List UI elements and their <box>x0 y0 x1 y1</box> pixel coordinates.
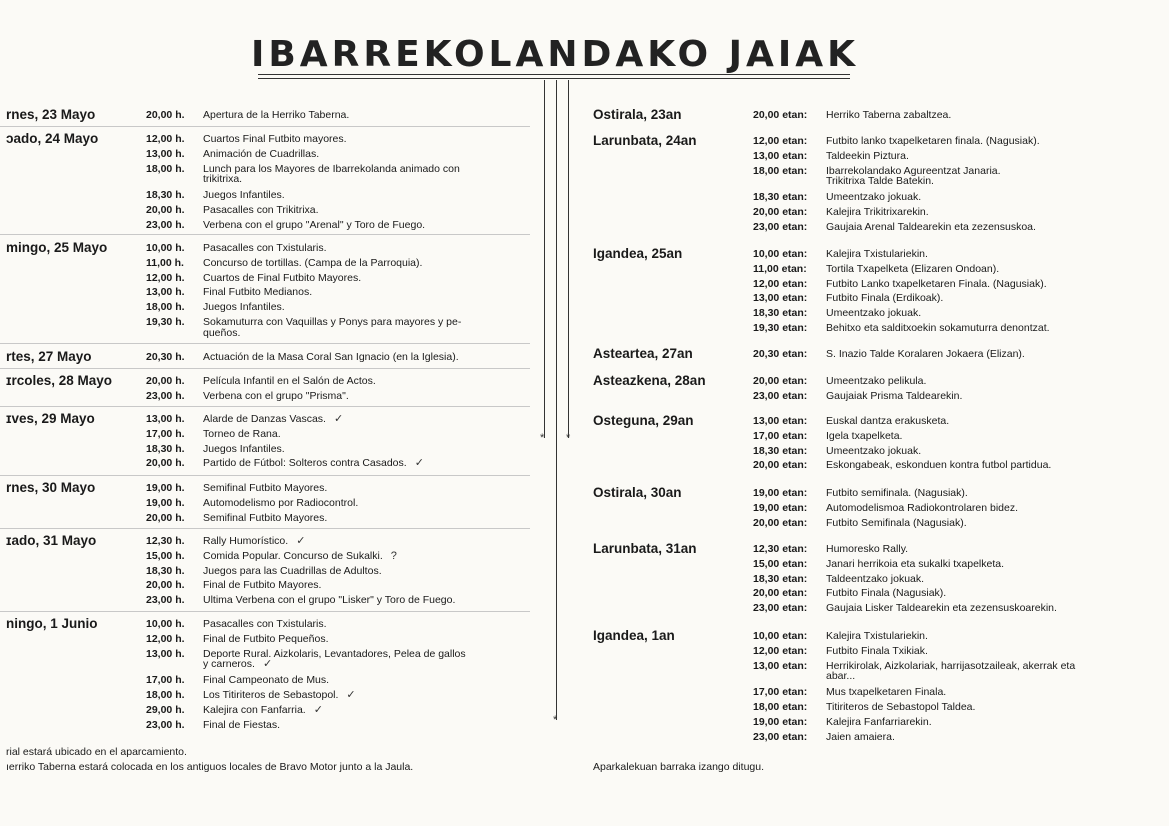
event-text: Behitxo eta salditxoekin sokamuturra denontzat. <box>826 322 1050 334</box>
event-time: 20,00 h. <box>146 579 185 592</box>
event-description <box>826 322 1050 335</box>
event-text: Herrikirolak, Aizkolariak, harrijasotzaileak, akerrak eta <box>826 659 1076 672</box>
event-description <box>203 428 281 441</box>
event-time: 12,00 etan: <box>753 277 808 290</box>
event-description <box>826 502 1018 515</box>
handwritten-mark: ✓ <box>262 658 273 671</box>
event-text: Deporte Rural. Aizkolaris, Levantadores, Pelea de gallos <box>203 647 466 660</box>
event-description <box>826 109 951 122</box>
event-description-continued <box>203 658 272 671</box>
handwritten-mark: ✓ <box>346 689 356 701</box>
event-text: Futbito Finala Txikiak. <box>826 644 928 657</box>
event-time: 15,00 h. <box>146 549 185 562</box>
event-description <box>203 719 280 732</box>
event-time: 18,00 h. <box>146 162 185 175</box>
event-time: 11,00 etan: <box>753 262 807 275</box>
handwritten-mark: ✓ <box>296 535 306 547</box>
event-time: 19,30 etan: <box>753 322 808 334</box>
event-time: 13,00 h. <box>146 286 185 299</box>
event-text: Verbena con el grupo "Prisma". <box>203 389 349 402</box>
column-divider-3 <box>568 80 569 438</box>
event-time: 12,00 h. <box>146 271 185 284</box>
event-description <box>826 660 1075 673</box>
event-text: Euskal dantza erakusketa. <box>826 415 950 427</box>
event-time: 20,00 h. <box>146 375 185 387</box>
event-time: 13,00 h. <box>146 147 185 160</box>
event-text: Jaien amaiera. <box>826 730 895 743</box>
event-time: 20,00 etan: <box>753 109 808 121</box>
event-text: Gaujaia Arenal Taldearekin eta zezensuskoa. <box>826 220 1036 233</box>
event-description <box>826 135 1040 148</box>
event-description <box>203 390 349 403</box>
handwritten-mark: ✓ <box>333 413 344 425</box>
event-description <box>826 248 928 261</box>
event-text: Semifinal Futbito Mayores. <box>203 511 328 524</box>
event-description <box>203 351 459 364</box>
event-text: Trikitrixa Talde Batekin. <box>826 175 934 188</box>
event-description <box>203 272 361 285</box>
event-description <box>203 482 327 495</box>
event-description <box>203 286 312 299</box>
event-time: 10,00 h. <box>146 618 185 630</box>
day-heading: rnes, 30 Mayo <box>6 480 96 495</box>
event-text: Futbito lanko txapelketaren finala. (Nagusiak). <box>826 135 1040 147</box>
event-time: 20,00 etan: <box>753 459 808 472</box>
event-text: Lunch para los Mayores de Ibarrekolanda animado con <box>203 162 460 175</box>
page-title: IBARREKOLANDAKO JAIAK <box>250 34 860 75</box>
event-description <box>826 517 967 530</box>
day-separator <box>0 368 530 369</box>
event-time: 20,00 h. <box>146 204 185 216</box>
event-description <box>203 257 422 270</box>
day-heading: rnes, 23 Mayo <box>6 107 96 122</box>
event-description <box>203 674 329 687</box>
event-time: 12,30 etan: <box>753 543 808 555</box>
event-time: 18,30 etan: <box>753 572 808 585</box>
event-text: Kalejira con Fanfarria. <box>203 703 306 716</box>
event-description <box>826 206 929 219</box>
event-description <box>203 689 356 702</box>
event-time: 18,30 h. <box>146 442 185 455</box>
event-time: 23,00 h. <box>146 594 185 607</box>
footer-note: ıerriko Taberna estará colocada en los antiguos locales de Bravo Motor junto a la Jaula. <box>6 761 414 773</box>
event-text: Automodelismoa Radiokontrolaren bidez. <box>826 501 1019 514</box>
event-description <box>826 307 921 320</box>
day-heading: ɪrcoles, 28 Mayo <box>6 373 113 388</box>
event-text: Eskongabeak, eskonduen kontra futbol partidua. <box>826 459 1052 472</box>
event-text: Futbito Lanko txapelketaren Finala. (Nagusiak). <box>826 277 1047 290</box>
event-description <box>826 292 943 305</box>
event-description <box>826 150 909 163</box>
handwritten-mark: ? <box>390 549 397 562</box>
event-description <box>203 565 382 578</box>
event-text: Juegos Infantiles. <box>203 189 285 202</box>
event-time: 20,30 h. <box>146 351 185 363</box>
event-text: Kalejira Fanfarriarekin. <box>826 715 932 728</box>
event-time: 20,00 etan: <box>753 587 808 600</box>
day-heading: rtes, 27 Mayo <box>6 349 92 364</box>
event-time: 20,00 h. <box>146 457 185 470</box>
event-description <box>203 633 329 646</box>
event-text: Herriko Taberna zabaltzea. <box>826 109 952 121</box>
event-description <box>826 716 932 729</box>
event-description <box>203 497 358 510</box>
event-text: Rally Humorístico. <box>203 535 289 547</box>
event-description <box>203 375 376 388</box>
event-time: 19,00 etan: <box>753 715 808 728</box>
event-time: 12,00 etan: <box>753 135 808 147</box>
event-text: Final Futbito Medianos. <box>203 286 313 299</box>
column-divider-1 <box>544 80 545 438</box>
event-text: Igela txapelketa. <box>826 429 903 442</box>
day-heading: ɔado, 24 Mayo <box>6 131 99 146</box>
day-heading: Larunbata, 24an <box>593 133 697 148</box>
event-time: 23,00 h. <box>146 218 185 231</box>
event-text: Apertura de la Herriko Taberna. <box>203 109 350 121</box>
event-text: Automodelismo por Radiocontrol. <box>203 496 359 509</box>
event-text: Cuartos Final Futbito mayores. <box>203 133 347 145</box>
event-time: 13,00 h. <box>146 647 185 660</box>
event-text: Ultima Verbena con el grupo "Lisker" y Toro de Fuego. <box>203 594 456 607</box>
day-heading: Osteguna, 29an <box>593 413 694 428</box>
event-description <box>826 731 895 744</box>
event-description <box>826 487 968 500</box>
event-text: Humoresko Rally. <box>826 543 909 555</box>
event-text: y carneros. <box>203 658 255 671</box>
day-heading: ɪado, 31 Mayo <box>6 533 97 548</box>
event-text: Futbito Finala (Erdikoak). <box>826 292 944 305</box>
divider-star: * <box>566 432 571 444</box>
event-text: Animación de Cuadrillas. <box>203 147 320 160</box>
event-description <box>826 573 924 586</box>
event-time: 23,00 etan: <box>753 220 808 233</box>
event-text: trikitrixa. <box>203 173 243 186</box>
event-description <box>826 701 975 714</box>
event-description <box>826 278 1047 291</box>
event-time: 13,00 h. <box>146 413 185 425</box>
event-time: 23,00 etan: <box>753 730 808 743</box>
event-description <box>203 550 397 563</box>
event-description <box>203 242 327 255</box>
event-text: Sokamuturra con Vaquillas y Ponys para mayores y pe- <box>203 316 462 328</box>
event-text: Umeentzako pelikula. <box>826 375 927 387</box>
event-text: Pasacalles con Txistularis. <box>203 618 327 630</box>
event-time: 15,00 etan: <box>753 557 808 570</box>
event-text: Pasacalles con Trikitrixa. <box>203 204 319 216</box>
event-description <box>826 348 1025 361</box>
event-description <box>203 316 461 329</box>
event-time: 19,00 etan: <box>753 501 808 514</box>
event-time: 17,00 h. <box>146 674 185 687</box>
event-text: Comida Popular. Concurso de Sukalki. <box>203 549 383 562</box>
day-separator <box>0 611 530 612</box>
event-time: 10,00 h. <box>146 242 185 254</box>
event-description <box>203 512 327 525</box>
event-text: Gaujaiak Prisma Taldearekin. <box>826 389 963 402</box>
day-heading: Igandea, 1an <box>593 628 675 643</box>
event-text: Tortila Txapelketa (Elizaren Ondoan). <box>826 262 1000 275</box>
event-time: 23,00 h. <box>146 389 185 402</box>
event-text: Titiriteros de Sebastopol Taldea. <box>826 701 976 713</box>
day-heading: ningo, 1 Junio <box>6 616 98 631</box>
event-description <box>203 133 347 146</box>
event-description <box>203 148 319 161</box>
event-description <box>203 219 425 232</box>
event-description <box>826 263 999 276</box>
event-time: 18,00 etan: <box>753 701 808 713</box>
event-description <box>826 430 902 443</box>
event-text: queños. <box>203 326 241 339</box>
day-separator <box>0 406 530 407</box>
event-time: 11,00 h. <box>146 256 184 269</box>
event-time: 12,00 h. <box>146 632 185 645</box>
event-text: Kalejira Trikitrixarekin. <box>826 206 929 218</box>
footer-note: Aparkalekuan barraka izango ditugu. <box>593 761 765 773</box>
event-time: 20,00 etan: <box>753 516 808 529</box>
event-description <box>203 457 424 470</box>
event-description <box>203 301 285 314</box>
divider-star: * <box>553 714 558 726</box>
day-heading: Larunbata, 31an <box>593 541 697 556</box>
event-description <box>203 594 455 607</box>
event-text: Película Infantil en el Salón de Actos. <box>203 375 376 387</box>
event-time: 18,00 h. <box>146 689 185 701</box>
event-description <box>203 579 321 592</box>
event-time: 23,00 etan: <box>753 389 808 402</box>
event-time: 23,00 etan: <box>753 602 808 615</box>
event-description-continued <box>826 670 855 683</box>
event-description <box>826 630 928 643</box>
event-time: 10,00 etan: <box>753 630 808 642</box>
event-time: 20,00 etan: <box>753 206 808 218</box>
event-time: 18,30 h. <box>146 189 185 202</box>
event-description <box>826 558 1004 571</box>
event-description <box>826 686 946 699</box>
event-time: 17,00 etan: <box>753 686 808 699</box>
event-description <box>203 413 343 426</box>
day-separator <box>0 343 530 344</box>
event-description <box>203 204 319 217</box>
event-text: Los Titiriteros de Sebastopol. <box>203 689 339 701</box>
event-description <box>826 445 921 458</box>
event-text: Futbito Semifinala (Nagusiak). <box>826 516 967 529</box>
event-description-continued <box>203 173 242 186</box>
event-description <box>826 375 926 388</box>
event-description <box>826 221 1036 234</box>
event-text: Ibarrekolandako Agureentzat Janaria. <box>826 164 1001 177</box>
event-time: 13,00 etan: <box>753 415 808 427</box>
event-description <box>826 459 1051 472</box>
event-description <box>826 390 962 403</box>
event-text: Torneo de Rana. <box>203 427 281 440</box>
event-description <box>826 415 949 428</box>
event-text: Final Campeonato de Mus. <box>203 674 330 687</box>
event-description <box>203 618 327 631</box>
event-time: 19,00 h. <box>146 482 185 494</box>
event-time: 13,00 etan: <box>753 659 808 672</box>
event-time: 12,00 etan: <box>753 644 808 657</box>
event-time: 18,30 etan: <box>753 444 808 457</box>
event-description <box>826 191 921 204</box>
event-description <box>826 587 946 600</box>
event-time: 17,00 etan: <box>753 429 808 442</box>
event-description-continued <box>203 327 240 340</box>
event-time: 19,00 h. <box>146 496 185 509</box>
event-text: Juegos Infantiles. <box>203 442 285 455</box>
day-separator <box>0 126 530 127</box>
footer-note: rial estará ubicado en el aparcamiento. <box>6 746 187 758</box>
event-description <box>203 109 349 122</box>
event-time: 18,30 etan: <box>753 307 808 320</box>
event-text: Umeentzako jokuak. <box>826 307 922 320</box>
event-text: Final de Fiestas. <box>203 718 281 731</box>
event-time: 12,30 h. <box>146 535 185 547</box>
event-text: Cuartos de Final Futbito Mayores. <box>203 271 362 284</box>
event-time: 18,30 h. <box>146 564 185 577</box>
event-text: Futbito Finala (Nagusiak). <box>826 587 947 600</box>
day-heading: Ostirala, 23an <box>593 107 682 122</box>
event-text: Final de Futbito Mayores. <box>203 579 322 592</box>
event-text: Partido de Fútbol: Solteros contra Casados. <box>203 457 407 470</box>
event-text: Actuación de la Masa Coral San Ignacio (en la Iglesia). <box>203 351 459 363</box>
event-time: 10,00 etan: <box>753 248 808 260</box>
event-text: Concurso de tortillas. (Campa de la Parroquia). <box>203 256 423 269</box>
day-heading: Igandea, 25an <box>593 246 683 261</box>
event-description <box>203 535 305 548</box>
event-time: 13,00 etan: <box>753 149 808 162</box>
event-text: Futbito semifinala. (Nagusiak). <box>826 487 968 499</box>
day-heading: Asteazkena, 28an <box>593 373 706 388</box>
column-divider-2 <box>556 80 557 720</box>
handwritten-mark: ✓ <box>313 703 323 716</box>
event-text: Alarde de Danzas Vascas. <box>203 413 326 425</box>
event-time: 19,30 h. <box>146 316 185 328</box>
event-description <box>203 443 285 456</box>
event-time: 18,00 etan: <box>753 164 808 177</box>
day-heading: mingo, 25 Mayo <box>6 240 108 255</box>
event-description <box>203 189 285 202</box>
handwritten-mark: ✓ <box>414 457 424 470</box>
divider-star: * <box>540 432 545 444</box>
event-description <box>826 602 1057 615</box>
day-heading: ɪves, 29 Mayo <box>6 411 95 426</box>
event-time: 19,00 etan: <box>753 487 808 499</box>
event-time: 29,00 h. <box>146 703 185 716</box>
event-text: Umeentzako jokuak. <box>826 191 922 204</box>
event-text: Umeentzako jokuak. <box>826 444 922 457</box>
event-text: Semifinal Futbito Mayores. <box>203 482 328 494</box>
title-underline <box>258 74 850 75</box>
event-description <box>826 543 908 556</box>
event-description <box>203 704 323 717</box>
event-text: Kalejira Txistulariekin. <box>826 630 928 642</box>
event-text: Juegos para las Cuadrillas de Adultos. <box>203 564 382 577</box>
event-time: 20,00 etan: <box>753 375 808 387</box>
day-separator <box>0 528 530 529</box>
event-description-continued <box>826 175 934 188</box>
event-text: S. Inazio Talde Koralaren Jokaera (Elizan). <box>826 348 1025 360</box>
event-time: 18,00 h. <box>146 301 185 314</box>
day-heading: Ostirala, 30an <box>593 485 682 500</box>
event-text: Kalejira Txistulariekin. <box>826 248 928 260</box>
day-separator <box>0 234 530 235</box>
title-underline-2 <box>258 78 850 79</box>
event-text: Mus txapelketaren Finala. <box>826 686 947 699</box>
event-time: 20,00 h. <box>146 511 185 524</box>
event-time: 13,00 etan: <box>753 292 808 305</box>
event-text: Juegos Infantiles. <box>203 301 285 314</box>
event-text: Pasacalles con Txistularis. <box>203 242 327 254</box>
event-time: 12,00 h. <box>146 133 185 145</box>
event-time: 23,00 h. <box>146 718 185 731</box>
event-time: 20,00 h. <box>146 109 185 121</box>
event-text: Taldeentzako jokuak. <box>826 572 925 585</box>
event-text: abar... <box>826 670 856 683</box>
event-text: Taldeekin Piztura. <box>826 149 909 162</box>
event-text: Final de Futbito Pequeños. <box>203 632 329 645</box>
event-text: Janari herrikoia eta sukalki txapelketa. <box>826 557 1005 570</box>
event-time: 20,30 etan: <box>753 348 808 360</box>
event-text: Verbena con el grupo "Arenal" y Toro de Fuego. <box>203 218 426 231</box>
event-description <box>826 645 928 658</box>
day-separator <box>0 475 530 476</box>
event-time: 17,00 h. <box>146 427 185 440</box>
event-text: Gaujaia Lisker Taldearekin eta zezensuskoarekin. <box>826 602 1057 615</box>
day-heading: Asteartea, 27an <box>593 346 693 361</box>
event-time: 18,30 etan: <box>753 191 808 204</box>
